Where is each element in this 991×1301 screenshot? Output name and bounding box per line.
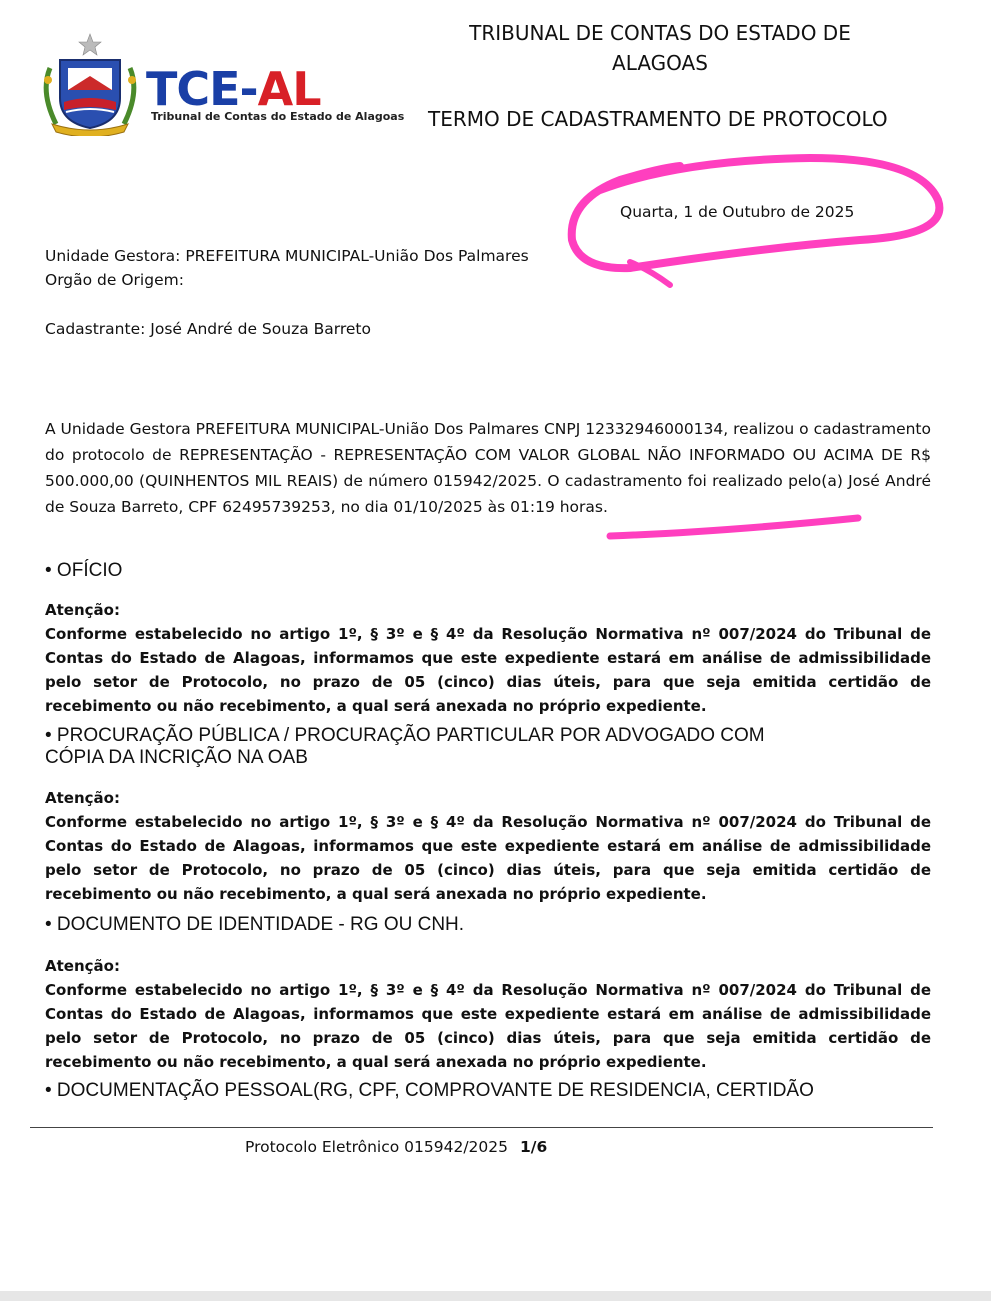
registration-paragraph: A Unidade Gestora PREFEITURA MUNICIPAL-União Dos Palmares CNPJ 12332946000134, realizou o cadastramento do protocolo de REPRESENTAÇÃO - REPRESENTAÇÃO COM VALOR GLOBAL NÃO INFORMADO OU ACIMA DE R$ 500.000,00 (QUINHENTOS MIL REAIS) de número 015942/2025. O cadastramento foi realizado pelo(a) José André de Souza Barreto, CPF 62495739253, no dia 01/10/2025 às 01:19 horas. bbox=[45, 420, 931, 516]
attention-heading: Atenção: bbox=[45, 601, 120, 619]
page-number: 1/6 bbox=[520, 1138, 548, 1156]
court-name-line1: TRIBUNAL DE CONTAS DO ESTADO DE bbox=[469, 21, 851, 45]
court-name bbox=[440, 18, 880, 78]
protocol-number: Protocolo Eletrônico 015942/2025 bbox=[245, 1138, 509, 1156]
orgao-origem: Orgão de Origem: bbox=[45, 271, 184, 289]
attention-heading: Atenção: bbox=[45, 789, 120, 807]
attention-body: Conforme estabelecido no artigo 1º, § 3º e § 4º da Resolução Normativa nº 007/2024 do Tribunal de Contas do Estado de Alagoas, informamos que este expediente estará em análise de admissibilidade pelo setor de Protocolo, no prazo de 05 (cinco) dias úteis, para que seja emitida certidão de recebimento ou não recebimento, a qual será anexada no próprio expediente. bbox=[45, 813, 931, 903]
logo-subtitle: Tribunal de Contas do Estado de Alagoas bbox=[151, 110, 405, 123]
pink-underline-annotation bbox=[600, 510, 870, 546]
unidade-gestora: Unidade Gestora: PREFEITURA MUNICIPAL-União Dos Palmares bbox=[45, 247, 529, 265]
page-bottom-edge bbox=[0, 1291, 991, 1301]
attachment-item: • OFÍCIO bbox=[45, 560, 123, 581]
attention-notice bbox=[45, 598, 931, 718]
attention-body: Conforme estabelecido no artigo 1º, § 3º e § 4º da Resolução Normativa nº 007/2024 do Tribunal de Contas do Estado de Alagoas, informamos que este expediente estará em análise de admissibilidade pelo setor de Protocolo, no prazo de 05 (cinco) dias úteis, para que seja emitida certidão de recebimento ou não recebimento, a qual será anexada no próprio expediente. bbox=[45, 981, 931, 1071]
page-footer bbox=[245, 1138, 547, 1156]
attention-heading: Atenção: bbox=[45, 957, 120, 975]
tce-al-logo bbox=[38, 32, 405, 136]
attention-notice bbox=[45, 786, 931, 906]
attachment-item: • PROCURAÇÃO PÚBLICA / PROCURAÇÃO PARTICULAR POR ADVOGADO COM CÓPIA DA INCRIÇÃO NA OAB bbox=[45, 725, 765, 768]
court-name-line2: ALAGOAS bbox=[612, 51, 708, 75]
coat-of-arms-icon bbox=[38, 32, 142, 136]
attention-body: Conforme estabelecido no artigo 1º, § 3º e § 4º da Resolução Normativa nº 007/2024 do Tribunal de Contas do Estado de Alagoas, informamos que este expediente estará em análise de admissibilidade pelo setor de Protocolo, no prazo de 05 (cinco) dias úteis, para que seja emitida certidão de recebimento ou não recebimento, a qual será anexada no próprio expediente. bbox=[45, 625, 931, 715]
logo-wordmark: TCE-AL bbox=[146, 62, 321, 116]
cadastrante: Cadastrante: José André de Souza Barreto bbox=[45, 320, 371, 338]
attachment-item: • DOCUMENTAÇÃO PESSOAL(RG, CPF, COMPROVANTE DE RESIDENCIA, CERTIDÃO bbox=[45, 1080, 814, 1101]
document-date: Quarta, 1 de Outubro de 2025 bbox=[620, 203, 855, 221]
attachment-item: • DOCUMENTO DE IDENTIDADE - RG OU CNH. bbox=[45, 914, 465, 935]
footer-divider bbox=[30, 1127, 933, 1128]
document-title: TERMO DE CADASTRAMENTO DE PROTOCOLO bbox=[428, 107, 888, 131]
attention-notice bbox=[45, 954, 931, 1074]
